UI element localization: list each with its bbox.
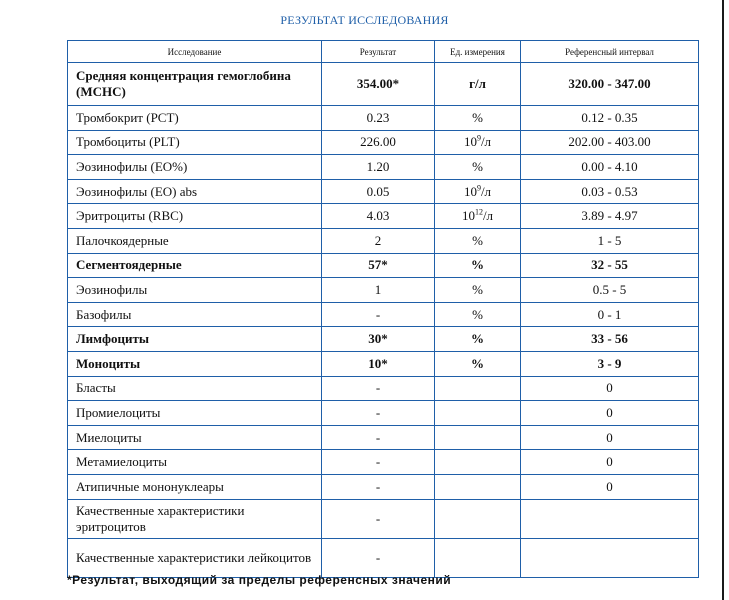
test-result: 57*	[322, 253, 435, 278]
test-unit: %	[435, 351, 521, 376]
test-result: 30*	[322, 327, 435, 352]
test-ref: 0	[521, 401, 699, 426]
test-name: Сегментоядерные	[68, 253, 322, 278]
test-unit	[435, 450, 521, 475]
test-ref: 0 - 1	[521, 302, 699, 327]
test-unit: %	[435, 253, 521, 278]
test-result: -	[322, 302, 435, 327]
test-name: Промиелоциты	[68, 401, 322, 426]
table-row	[68, 228, 699, 253]
test-ref: 32 - 55	[521, 253, 699, 278]
header-unit: Ед. измерения	[435, 41, 521, 63]
unit-base: 10	[461, 208, 475, 224]
test-result: 2	[322, 228, 435, 253]
test-name: Эритроциты (RBC)	[68, 204, 322, 229]
results-table	[67, 40, 699, 578]
unit-base: 10	[463, 183, 477, 199]
test-unit	[435, 499, 521, 538]
table-row	[68, 351, 699, 376]
test-unit	[435, 401, 521, 426]
table-row	[68, 278, 699, 303]
table-row	[68, 327, 699, 352]
test-result: 0.05	[322, 179, 435, 204]
test-result: -	[322, 401, 435, 426]
test-ref: 0	[521, 450, 699, 475]
table-row	[68, 130, 699, 155]
test-ref: 0.5 - 5	[521, 278, 699, 303]
test-unit: %	[435, 278, 521, 303]
test-result: 226.00	[322, 130, 435, 155]
test-unit: г/л	[435, 63, 521, 106]
test-name: Лимфоциты	[68, 327, 322, 352]
test-name: Палочкоядерные	[68, 228, 322, 253]
header-ref: Референсный интервал	[521, 41, 699, 63]
table-header-row	[68, 41, 699, 63]
unit-tail: /л	[480, 134, 492, 150]
test-name: Тромбокрит (PCT)	[68, 106, 322, 131]
test-name: Эозинофилы (EO%)	[68, 155, 322, 180]
test-result: 1	[322, 278, 435, 303]
test-ref: 0.00 - 4.10	[521, 155, 699, 180]
unit-tail: /л	[482, 208, 494, 224]
test-result: 10*	[322, 351, 435, 376]
test-name: Атипичные мононуклеары	[68, 474, 322, 499]
test-ref: 0.12 - 0.35	[521, 106, 699, 131]
test-name: Эозинофилы	[68, 278, 322, 303]
table-row	[68, 474, 699, 499]
test-unit	[435, 474, 521, 499]
unit-base: 10	[463, 134, 477, 150]
test-ref: 3 - 9	[521, 351, 699, 376]
test-ref: 320.00 - 347.00	[521, 63, 699, 106]
test-result: 4.03	[322, 204, 435, 229]
table-row	[68, 204, 699, 229]
test-name: Средняя концентрация гемоглобина (МСНС)	[68, 63, 322, 106]
test-name: Моноциты	[68, 351, 322, 376]
test-ref: 0.03 - 0.53	[521, 179, 699, 204]
test-unit	[435, 425, 521, 450]
page-title: РЕЗУЛЬТАТ ИССЛЕДОВАНИЯ	[280, 13, 449, 27]
test-name: Метамиелоциты	[68, 450, 322, 475]
table-row	[68, 425, 699, 450]
test-unit	[435, 204, 521, 229]
test-result: -	[322, 376, 435, 401]
test-unit: %	[435, 302, 521, 327]
test-result: -	[322, 425, 435, 450]
page-edge-rule	[722, 0, 724, 600]
table-row	[68, 450, 699, 475]
test-result: -	[322, 538, 435, 577]
test-result: -	[322, 499, 435, 538]
table-row	[68, 302, 699, 327]
test-unit	[435, 538, 521, 577]
header-result: Результат	[322, 41, 435, 63]
test-ref: 33 - 56	[521, 327, 699, 352]
footnote: *Результат, выходящий за пределы референсных значений	[67, 573, 452, 587]
test-unit	[435, 179, 521, 204]
test-result: 0.23	[322, 106, 435, 131]
unit-exponent: 12	[474, 207, 483, 217]
table-row	[68, 106, 699, 131]
test-unit: %	[435, 228, 521, 253]
table-row	[68, 538, 699, 577]
test-ref	[521, 538, 699, 577]
test-name: Качественные характеристики лейкоцитов	[68, 538, 322, 577]
test-name: Тромбоциты (PLT)	[68, 130, 322, 155]
unit-exponent: 9	[476, 183, 481, 193]
test-name: Качественные характеристики эритроцитов	[68, 499, 322, 538]
table-row	[68, 376, 699, 401]
test-ref: 3.89 - 4.97	[521, 204, 699, 229]
test-name: Миелоциты	[68, 425, 322, 450]
test-ref: 0	[521, 425, 699, 450]
test-ref: 0	[521, 474, 699, 499]
table-row	[68, 155, 699, 180]
test-name: Бласты	[68, 376, 322, 401]
test-ref: 202.00 - 403.00	[521, 130, 699, 155]
table-row	[68, 179, 699, 204]
test-name: Эозинофилы (EO) abs	[68, 179, 322, 204]
unit-tail: /л	[480, 183, 492, 199]
test-unit: %	[435, 327, 521, 352]
table-row	[68, 253, 699, 278]
test-unit	[435, 376, 521, 401]
table-row	[68, 499, 699, 538]
test-result: -	[322, 450, 435, 475]
test-unit: %	[435, 106, 521, 131]
test-result: 1.20	[322, 155, 435, 180]
test-ref	[521, 499, 699, 538]
table-row	[68, 401, 699, 426]
test-result: 354.00*	[322, 63, 435, 106]
test-name: Базофилы	[68, 302, 322, 327]
test-unit	[435, 130, 521, 155]
table-row	[68, 63, 699, 106]
unit-exponent: 9	[476, 134, 481, 144]
test-ref: 1 - 5	[521, 228, 699, 253]
test-ref: 0	[521, 376, 699, 401]
header-test: Исследование	[68, 41, 322, 63]
test-unit: %	[435, 155, 521, 180]
test-result: -	[322, 474, 435, 499]
